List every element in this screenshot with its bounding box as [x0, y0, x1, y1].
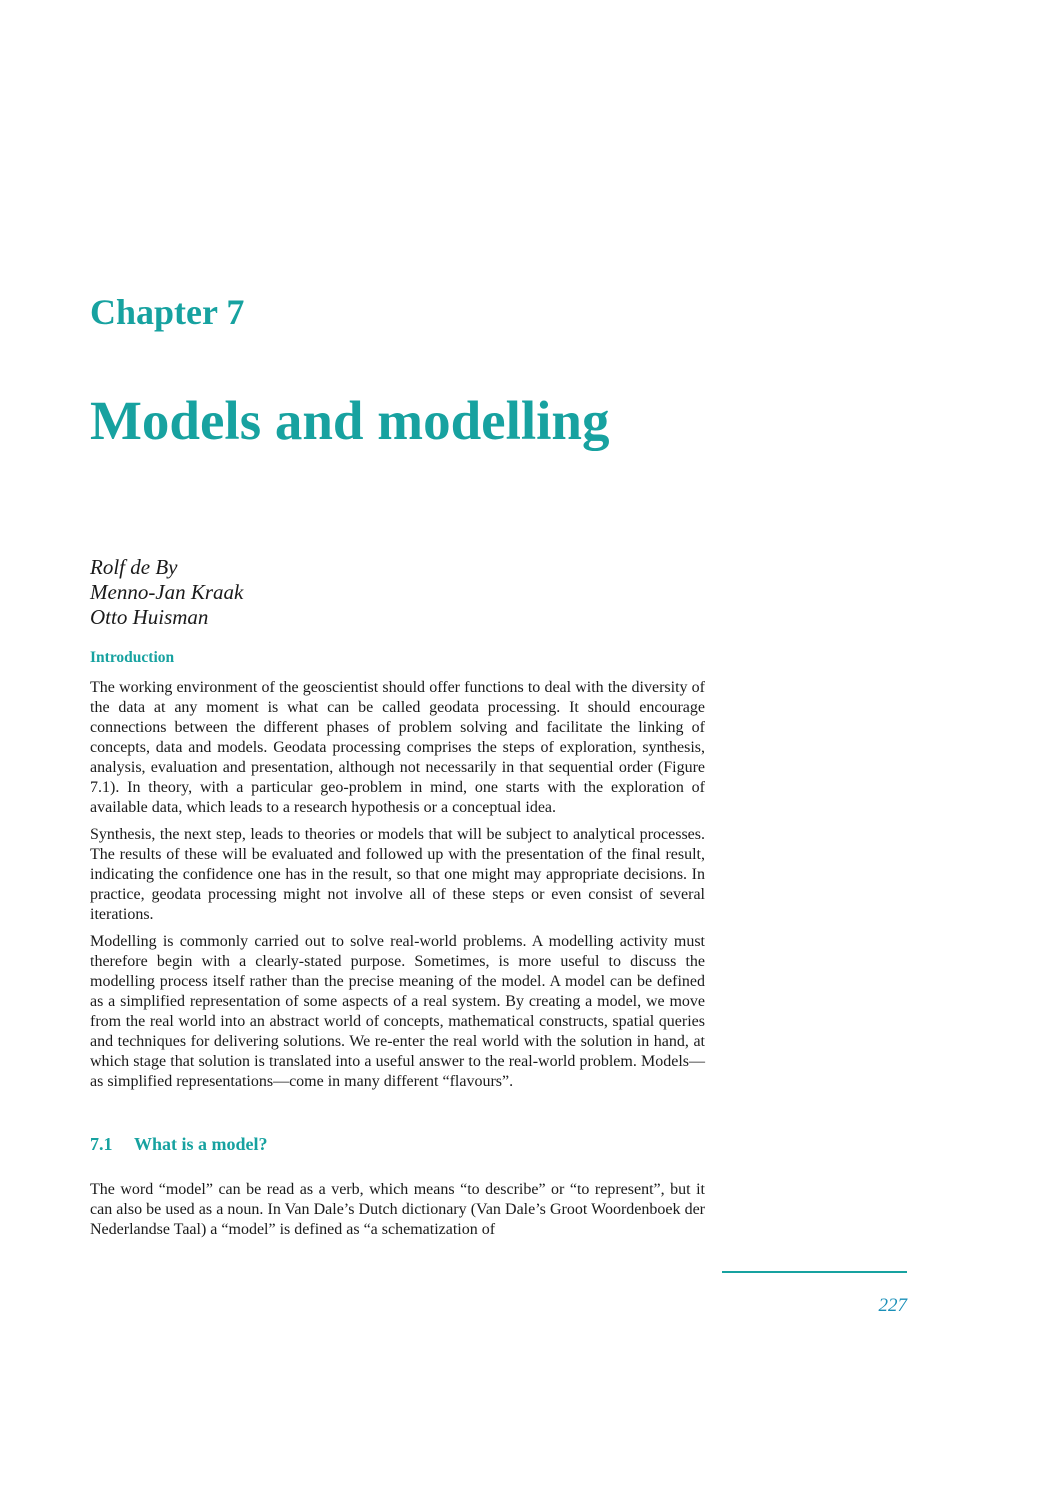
- introduction-paragraph: Synthesis, the next step, leads to theories or models that will be subject to analytical processes. The results of these will be evaluated and followed up with the presentation of the final result, indicating the confidence one has in the result, so that one might may appropriate decisions. In practice, geodata processing might not involve all of these steps or even consist of several iterations.: [90, 826, 705, 923]
- introduction-paragraph: The working environment of the geoscientist should offer functions to deal with the diversity of the data at any moment is what can be called geodata processing. It should encourage connections between the different phases of problem solving and facilitate the linking of concepts, data and models. Geodata processing comprises the steps of exploration, synthesis, analysis, evaluation and presentation, although not necessarily in that sequential order (Figure 7.1). In theory, with a particular geo-problem in mind, one starts with the exploration of available data, which leads to a research hypothesis or a conceptual idea.: [90, 679, 705, 816]
- author-name: Otto Huisman: [90, 605, 209, 629]
- page-number: 227: [878, 1295, 907, 1316]
- margin-rule: [722, 1271, 907, 1273]
- author-name: Rolf de By: [90, 555, 178, 579]
- introduction-heading: Introduction: [90, 649, 175, 666]
- section-paragraph: The word “model” can be read as a verb, which means “to describe” or “to represent”, but it can also be used as a noun. In Van Dale’s Dutch dictionary (Van Dale’s Groot Woordenboek der Nederlandse Taal) a “model” is defined as “a schematization of: [90, 1181, 705, 1238]
- chapter-label: Chapter 7: [90, 292, 245, 332]
- author-name: Menno-Jan Kraak: [90, 580, 244, 604]
- chapter-title: Models and modelling: [90, 390, 610, 451]
- introduction-paragraph: Modelling is commonly carried out to solve real-world problems. A modelling activity must therefore begin with a clearly-stated purpose. Sometimes, is more useful to discuss the modelling process itself rather than the precise meaning of the model. A model can be defined as a simplified representation of some aspects of a real system. By creating a model, we move from the real world into an abstract world of concepts, mathematical constructs, spatial queries and techniques for delivering solutions. We re-enter the real world with the solution in hand, at which stage that solution is translated into a useful answer to the real-world problem. Models—as simplified representations—come in many different “flavours”.: [90, 933, 705, 1090]
- section-heading: [90, 1132, 705, 1156]
- chapter-body: [90, 648, 705, 1247]
- section-number: 7.1: [90, 1134, 113, 1154]
- author-list: [90, 555, 243, 630]
- section-title: What is a model?: [134, 1134, 268, 1154]
